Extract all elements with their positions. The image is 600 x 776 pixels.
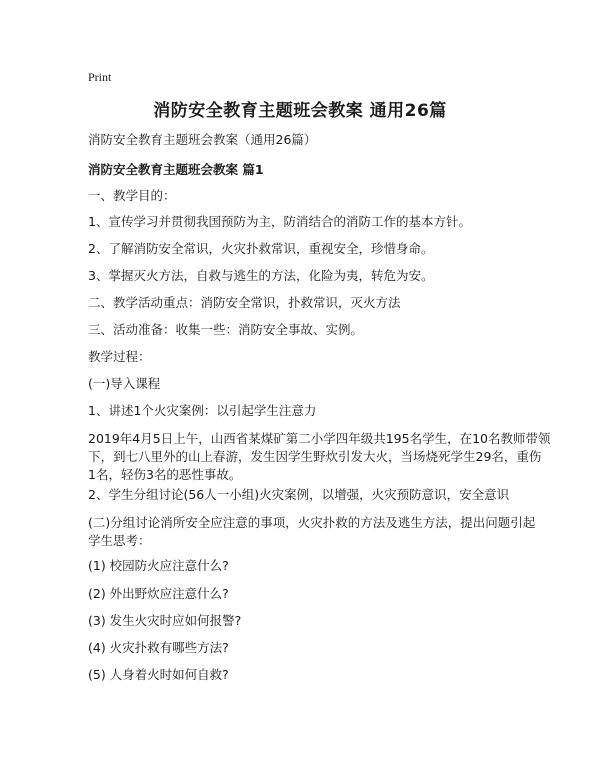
case-line-1: 2019年4月5日上午，山西省某煤矿第二小学四年级共195名学生，在10名教师带领 xyxy=(88,431,551,446)
goal-item-1: 1、宣传学习并贯彻我国预防为主，防消结合的消防工作的基本方针。 xyxy=(88,214,471,229)
intro-heading: (一)导入课程 xyxy=(88,376,161,391)
intro-item-2: 2、学生分组讨论(56人一小组)火灾案例，以增强，火灾预防意识，安全意识 xyxy=(88,487,510,502)
process-heading: 教学过程： xyxy=(88,349,151,364)
question-5: (5) 人身着火时如何自救? xyxy=(88,667,229,682)
goal-heading: 一、教学目的： xyxy=(88,188,176,203)
case-paragraph xyxy=(88,430,551,484)
question-1: (1) 校园防火应注意什么? xyxy=(88,558,229,573)
question-2: (2) 外出野炊应注意什么? xyxy=(88,586,229,601)
section-heading: 消防安全教育主题班会教案 篇1 xyxy=(88,162,264,177)
discussion-paragraph xyxy=(88,514,536,550)
question-4: (4) 火灾扑救有哪些方法? xyxy=(88,640,229,655)
print-link[interactable]: Print xyxy=(88,70,112,84)
goal-item-3: 3、掌握灭火方法，自救与逃生的方法，化险为夷，转危为安。 xyxy=(88,268,434,283)
discussion-line-1: (二)分组讨论消所安全应注意的事项，火灾扑救的方法及逃生方法，提出问题引起 xyxy=(88,515,536,530)
page-title: 消防安全教育主题班会教案 通用26篇 xyxy=(153,101,447,121)
doc-subtitle: 消防安全教育主题班会教案（通用26篇） xyxy=(88,132,317,147)
case-line-3: 1名，轻伤3名的恶性事故。 xyxy=(88,467,242,482)
goal-item-2: 2、了解消防安全常识，火灾扑救常识，重视安全，珍惜身命。 xyxy=(88,241,434,256)
question-3: (3) 发生火灾时应如何报警? xyxy=(88,613,242,628)
preparation: 三、活动准备：收集一些：消防安全事故、实例。 xyxy=(88,322,364,337)
case-line-2: 下，到七八里外的山上春游，发生因学生野炊引发大火，当场烧死学生29名，重伤 xyxy=(88,449,542,464)
key-points: 二、教学活动重点：消防安全常识，扑救常识，灭火方法 xyxy=(88,295,401,310)
discussion-line-2: 学生思考： xyxy=(88,533,151,548)
intro-item-1: 1、讲述1个火灾案例：以引起学生注意力 xyxy=(88,403,317,418)
